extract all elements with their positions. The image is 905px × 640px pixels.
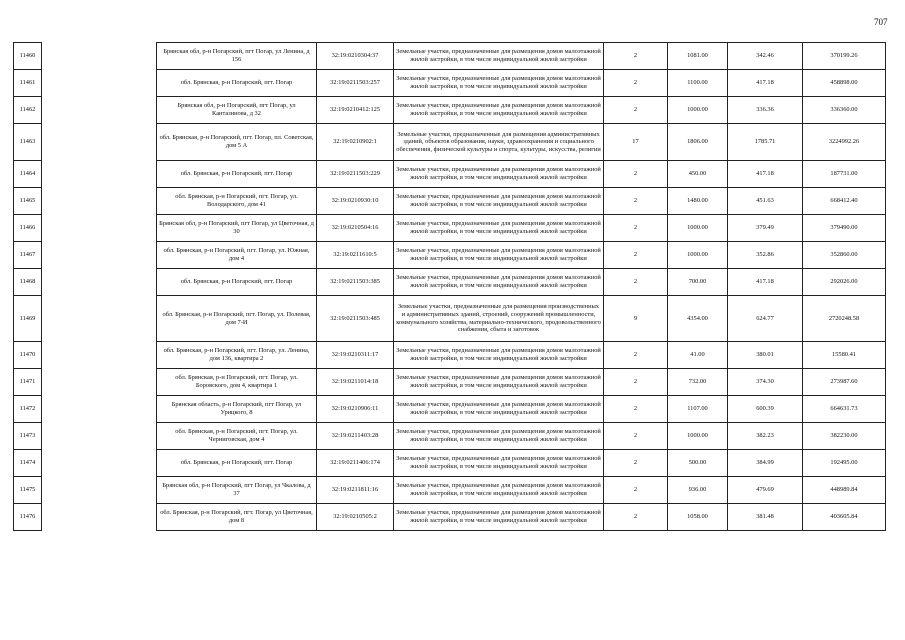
- cadastral-number-cell: 32:19:0211403:28: [317, 423, 394, 450]
- cadastral-value-cell: 403605.84: [803, 504, 886, 531]
- row-number: 11465: [14, 188, 42, 215]
- address-cell: обл. Брянская, р-н Погарский, пгт. Погар: [157, 269, 317, 296]
- rate-cell: 342.46: [728, 43, 803, 70]
- rate-cell: 600.39: [728, 396, 803, 423]
- cadastral-value-cell: 379490.00: [803, 215, 886, 242]
- rate-cell: 374.30: [728, 369, 803, 396]
- cadastral-number-cell: 32:19:0210902:1: [317, 124, 394, 161]
- address-cell: обл. Брянская, р-н Погарский, пгт. Погар, ул. Южная, дом 4: [157, 242, 317, 269]
- area-cell: 1000.00: [668, 423, 728, 450]
- table-row: [14, 215, 886, 242]
- empty-cell: [42, 369, 157, 396]
- land-use-cell: Земельные участки, предназначенные для размещения производственных и административных зданий, строений, сооружений промышленности, коммунального хозяйства, материально-технического, продовольственного снабжения, сбыта и заготовок: [394, 296, 604, 342]
- rate-cell: 384.99: [728, 450, 803, 477]
- area-cell: 4354.00: [668, 296, 728, 342]
- empty-cell: [42, 70, 157, 97]
- rate-cell: 381.48: [728, 504, 803, 531]
- group-cell: 2: [604, 369, 668, 396]
- address-cell: обл. Брянская, р-н Погарский, пгт. Погар: [157, 161, 317, 188]
- group-cell: 2: [604, 477, 668, 504]
- rate-cell: 352.86: [728, 242, 803, 269]
- address-cell: обл. Брянская, р-н Погарский, пгт. Погар, пл. Советская, дом 5 А: [157, 124, 317, 161]
- land-use-cell: Земельные участки, предназначенные для размещения домов малоэтажной жилой застройки, в том числе индивидуальной жилой застройки: [394, 43, 604, 70]
- table-row: [14, 396, 886, 423]
- group-cell: 2: [604, 269, 668, 296]
- area-cell: 1107.00: [668, 396, 728, 423]
- empty-cell: [42, 269, 157, 296]
- row-number: 11468: [14, 269, 42, 296]
- cadastral-value-cell: 448989.84: [803, 477, 886, 504]
- cadastral-number-cell: 32:19:0211503:257: [317, 70, 394, 97]
- cadastral-value-cell: 664631.73: [803, 396, 886, 423]
- table-row: [14, 124, 886, 161]
- land-use-cell: Земельные участки, предназначенные для размещения домов малоэтажной жилой застройки, в том числе индивидуальной жилой застройки: [394, 161, 604, 188]
- cadastral-value-cell: 2720248.58: [803, 296, 886, 342]
- rate-cell: 479.69: [728, 477, 803, 504]
- cadastral-number-cell: 32:19:0211406:174: [317, 450, 394, 477]
- area-cell: 700.00: [668, 269, 728, 296]
- table-row: [14, 269, 886, 296]
- group-cell: 2: [604, 70, 668, 97]
- rate-cell: 380.01: [728, 342, 803, 369]
- area-cell: 732.00: [668, 369, 728, 396]
- cadastral-value-cell: 668412.40: [803, 188, 886, 215]
- cadastral-number-cell: 32:19:0210304:37: [317, 43, 394, 70]
- row-number: 11466: [14, 215, 42, 242]
- area-cell: 1000.00: [668, 242, 728, 269]
- address-cell: Брянская обл, р-н Погарский, пгт Погар, ул Кантазинова, д 32: [157, 97, 317, 124]
- empty-cell: [42, 396, 157, 423]
- group-cell: 17: [604, 124, 668, 161]
- area-cell: 500.00: [668, 450, 728, 477]
- group-cell: 2: [604, 161, 668, 188]
- address-cell: обл. Брянская, р-н Погарский, пгт. Погар: [157, 70, 317, 97]
- land-use-cell: Земельные участки, предназначенные для размещения домов малоэтажной жилой застройки, в том числе индивидуальной жилой застройки: [394, 369, 604, 396]
- cadastral-value-cell: 458898.00: [803, 70, 886, 97]
- group-cell: 2: [604, 342, 668, 369]
- group-cell: 2: [604, 423, 668, 450]
- cadastral-number-cell: 32:19:0211503:485: [317, 296, 394, 342]
- cadastral-value-table: [13, 42, 886, 531]
- cadastral-value-cell: 192495.00: [803, 450, 886, 477]
- address-cell: Брянская обл, р-н Погарский, пгт Погар, ул Цветочная, д 30: [157, 215, 317, 242]
- address-cell: Брянская обл, р-н Погарский, пгт Погар, ул Чкалова, д 37: [157, 477, 317, 504]
- cadastral-value-cell: 292026.00: [803, 269, 886, 296]
- group-cell: 9: [604, 296, 668, 342]
- rate-cell: 417.18: [728, 70, 803, 97]
- empty-cell: [42, 504, 157, 531]
- table-row: [14, 70, 886, 97]
- rate-cell: 336.36: [728, 97, 803, 124]
- empty-cell: [42, 161, 157, 188]
- cadastral-number-cell: 32:19:0211610:5: [317, 242, 394, 269]
- table-row: [14, 450, 886, 477]
- land-use-cell: Земельные участки, предназначенные для размещения домов малоэтажной жилой застройки, в том числе индивидуальной жилой застройки: [394, 342, 604, 369]
- rate-cell: 382.23: [728, 423, 803, 450]
- rate-cell: 379.49: [728, 215, 803, 242]
- empty-cell: [42, 43, 157, 70]
- row-number: 11474: [14, 450, 42, 477]
- address-cell: обл. Брянская, р-н Погарский, пгт. Погар, ул. Володарского, дом 41: [157, 188, 317, 215]
- table-row: [14, 477, 886, 504]
- rate-cell: 1785.71: [728, 124, 803, 161]
- area-cell: 1480.00: [668, 188, 728, 215]
- land-use-cell: Земельные участки, предназначенные для размещения домов малоэтажной жилой застройки, в том числе индивидуальной жилой застройки: [394, 242, 604, 269]
- cadastral-number-cell: 32:19:0211503:229: [317, 161, 394, 188]
- row-number: 11464: [14, 161, 42, 188]
- row-number: 11476: [14, 504, 42, 531]
- row-number: 11469: [14, 296, 42, 342]
- table-row: [14, 97, 886, 124]
- table-row: [14, 188, 886, 215]
- address-cell: обл. Брянская, р-н Погарский, пгт. Погар, ул. Полевая, дом 7-И: [157, 296, 317, 342]
- address-cell: обл. Брянская, р-н Погарский, пгт. Погар, ул. Черниговская, дом 4: [157, 423, 317, 450]
- cadastral-value-cell: 336360.00: [803, 97, 886, 124]
- table-row: [14, 423, 886, 450]
- address-cell: Брянская обл, р-н Погарский, пгт Погар, ул Ленина, д 156: [157, 43, 317, 70]
- group-cell: 2: [604, 97, 668, 124]
- group-cell: 2: [604, 215, 668, 242]
- cadastral-number-cell: 32:19:0210505:2: [317, 504, 394, 531]
- empty-cell: [42, 188, 157, 215]
- rate-cell: 417.18: [728, 161, 803, 188]
- area-cell: 1081.00: [668, 43, 728, 70]
- rate-cell: 417.18: [728, 269, 803, 296]
- row-number: 11475: [14, 477, 42, 504]
- land-use-cell: Земельные участки, предназначенные для размещения домов малоэтажной жилой застройки, в том числе индивидуальной жилой застройки: [394, 188, 604, 215]
- cadastral-number-cell: 32:19:0211014:18: [317, 369, 394, 396]
- row-number: 11460: [14, 43, 42, 70]
- row-number: 11462: [14, 97, 42, 124]
- cadastral-number-cell: 32:19:0210311:17: [317, 342, 394, 369]
- land-use-cell: Земельные участки, предназначенные для размещения домов малоэтажной жилой застройки, в том числе индивидуальной жилой застройки: [394, 396, 604, 423]
- land-use-cell: Земельные участки, предназначенные для размещения домов малоэтажной жилой застройки, в том числе индивидуальной жилой застройки: [394, 70, 604, 97]
- cadastral-number-cell: 32:19:0211503:385: [317, 269, 394, 296]
- area-cell: 936.00: [668, 477, 728, 504]
- group-cell: 2: [604, 43, 668, 70]
- group-cell: 2: [604, 450, 668, 477]
- cadastral-value-cell: 370199.26: [803, 43, 886, 70]
- land-use-cell: Земельные участки, предназначенные для размещения домов малоэтажной жилой застройки, в том числе индивидуальной жилой застройки: [394, 504, 604, 531]
- table-row: [14, 342, 886, 369]
- area-cell: 1000.00: [668, 97, 728, 124]
- land-use-cell: Земельные участки, предназначенные для размещения домов малоэтажной жилой застройки, в том числе индивидуальной жилой застройки: [394, 215, 604, 242]
- empty-cell: [42, 477, 157, 504]
- rate-cell: 451.63: [728, 188, 803, 215]
- group-cell: 2: [604, 396, 668, 423]
- cadastral-value-cell: 382230.00: [803, 423, 886, 450]
- land-use-cell: Земельные участки, предназначенные для размещения домов малоэтажной жилой застройки, в том числе индивидуальной жилой застройки: [394, 269, 604, 296]
- row-number: 11473: [14, 423, 42, 450]
- table-row: [14, 369, 886, 396]
- empty-cell: [42, 124, 157, 161]
- group-cell: 2: [604, 242, 668, 269]
- table-row: [14, 242, 886, 269]
- empty-cell: [42, 423, 157, 450]
- table-row: [14, 296, 886, 342]
- area-cell: 41.00: [668, 342, 728, 369]
- row-number: 11461: [14, 70, 42, 97]
- cadastral-number-cell: 32:19:0210504:16: [317, 215, 394, 242]
- cadastral-number-cell: 32:19:0210930:10: [317, 188, 394, 215]
- table-body: [14, 43, 886, 531]
- cadastral-value-cell: 187731.00: [803, 161, 886, 188]
- land-use-cell: Земельные участки, предназначенные для размещения домов малоэтажной жилой застройки, в том числе индивидуальной жилой застройки: [394, 97, 604, 124]
- empty-cell: [42, 450, 157, 477]
- empty-cell: [42, 215, 157, 242]
- row-number: 11472: [14, 396, 42, 423]
- empty-cell: [42, 242, 157, 269]
- page-number: 707: [874, 17, 888, 27]
- area-cell: 1100.00: [668, 70, 728, 97]
- row-number: 11467: [14, 242, 42, 269]
- cadastral-value-cell: 352860.00: [803, 242, 886, 269]
- area-cell: 1000.00: [668, 215, 728, 242]
- cadastral-value-cell: 15580.41: [803, 342, 886, 369]
- address-cell: обл. Брянская, р-н Погарский, пгт. Погар, ул. Ленина, дом 136, квартира 2: [157, 342, 317, 369]
- empty-cell: [42, 97, 157, 124]
- cadastral-value-cell: 273987.60: [803, 369, 886, 396]
- row-number: 11470: [14, 342, 42, 369]
- group-cell: 2: [604, 504, 668, 531]
- row-number: 11471: [14, 369, 42, 396]
- area-cell: 450.00: [668, 161, 728, 188]
- address-cell: обл. Брянская, р-н Погарский, пгт. Погар, ул. Боровского, дом 4, квартира 1: [157, 369, 317, 396]
- address-cell: обл. Брянская, р-н Погарский, пгт. Погар: [157, 450, 317, 477]
- rate-cell: 624.77: [728, 296, 803, 342]
- empty-cell: [42, 296, 157, 342]
- land-use-cell: Земельные участки, предназначенные для размещения домов малоэтажной жилой застройки, в том числе индивидуальной жилой застройки: [394, 477, 604, 504]
- row-number: 11463: [14, 124, 42, 161]
- land-use-cell: Земельные участки, предназначенные для размещения домов малоэтажной жилой застройки, в том числе индивидуальной жилой застройки: [394, 450, 604, 477]
- area-cell: 1058.00: [668, 504, 728, 531]
- land-use-cell: Земельные участки, предназначенные для размещения административных зданий, объектов образования, науки, здравоохранения и социального обеспечения, физической культуры и спорта, культуры, искусства, религии: [394, 124, 604, 161]
- address-cell: Брянская область, р-н Погарский, пгт Погар, ул Урицкого, 8: [157, 396, 317, 423]
- empty-cell: [42, 342, 157, 369]
- cadastral-value-cell: 3224992.26: [803, 124, 886, 161]
- cadastral-number-cell: 32:19:0211811:16: [317, 477, 394, 504]
- group-cell: 2: [604, 188, 668, 215]
- cadastral-number-cell: 32:19:0210412:125: [317, 97, 394, 124]
- table-row: [14, 161, 886, 188]
- table-row: [14, 43, 886, 70]
- land-use-cell: Земельные участки, предназначенные для размещения домов малоэтажной жилой застройки, в том числе индивидуальной жилой застройки: [394, 423, 604, 450]
- table-row: [14, 504, 886, 531]
- address-cell: обл. Брянская, р-н Погарский, пгт. Погар, ул Цветочная, дом 8: [157, 504, 317, 531]
- area-cell: 1806.00: [668, 124, 728, 161]
- cadastral-number-cell: 32:19:0210906:11: [317, 396, 394, 423]
